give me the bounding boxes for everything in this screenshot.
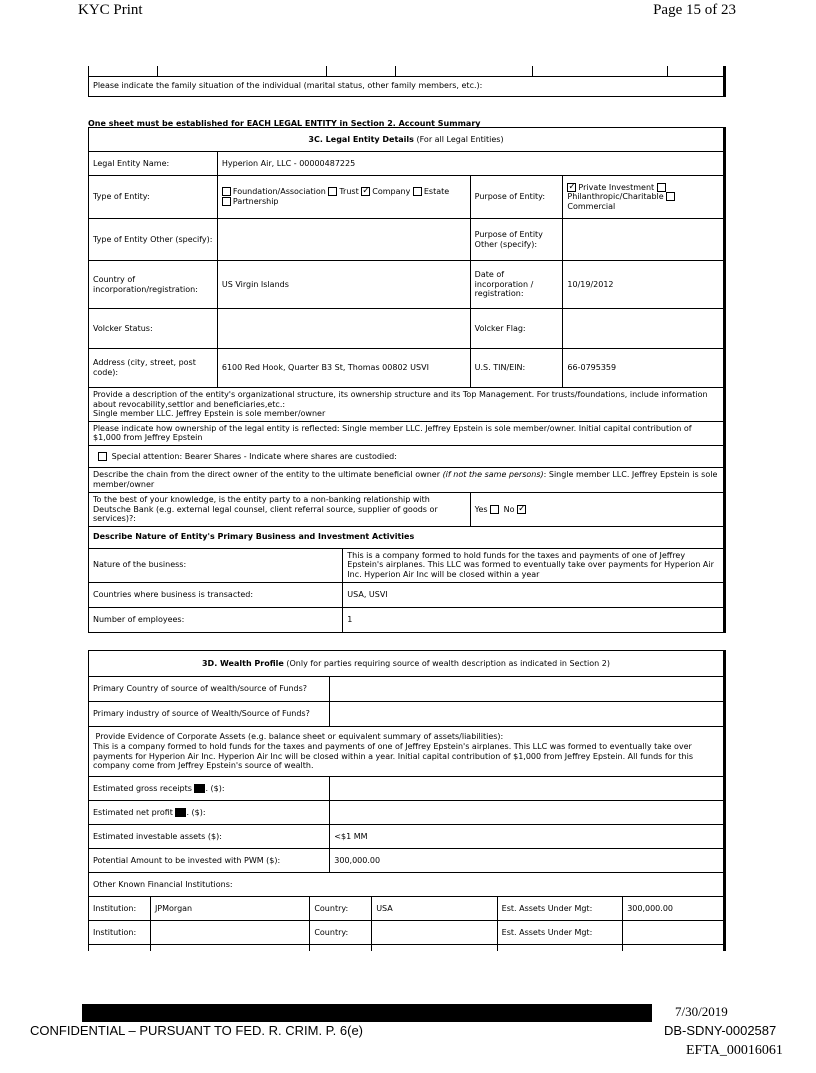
address-value: 6100 Red Hook, Quarter B3 St, Thomas 00802 USVI	[217, 349, 470, 388]
ownership-chain: Describe the chain from the direct owner of the entity to the ultimate beneficial owner (if not the same persons): Single member LLC. Jeffrey Epstein is sole member/owner	[89, 467, 725, 492]
volcker-status-value	[217, 309, 470, 349]
primary-industry-value	[330, 702, 725, 727]
no-checkbox[interactable]	[517, 505, 526, 514]
family-prompt: Please indicate the family situation of the individual (marital status, other family members, etc.):	[89, 76, 725, 96]
address-label: Address (city, street, post code):	[89, 349, 218, 388]
employees-label: Number of employees:	[89, 607, 343, 632]
employees-value: 1	[343, 607, 725, 632]
bearer-shares-checkbox[interactable]	[98, 452, 107, 461]
efta-number: EFTA_00016061	[686, 1043, 783, 1058]
nonbank-answer: Yes No ✓	[470, 492, 724, 526]
redaction-box	[194, 784, 205, 793]
partnership-checkbox[interactable]	[222, 197, 231, 206]
bates-number: DB-SDNY-0002587	[664, 1023, 777, 1038]
primary-country-value	[330, 677, 725, 702]
legal-entity-table	[88, 127, 726, 633]
tin-label: U.S. TIN/EIN:	[470, 349, 563, 388]
entity-name-label: Legal Entity Name:	[89, 152, 218, 176]
redaction-box	[175, 808, 186, 817]
country-value: US Virgin Islands	[217, 261, 470, 309]
investable-assets-value: <$1 MM	[330, 825, 725, 849]
nature-heading: Describe Nature of Entity's Primary Business and Investment Activities	[89, 526, 725, 548]
entity-type-options: Foundation/Association Trust ✓ Company Estate Partnership	[217, 176, 470, 219]
volcker-status-label: Volcker Status:	[89, 309, 218, 349]
bearer-shares-row: Special attention: Bearer Shares - Indicate where shares are custodied:	[89, 445, 725, 467]
tin-value: 66-0795359	[563, 349, 725, 388]
countries-label: Countries where business is transacted:	[89, 582, 343, 607]
philanthropic-checkbox[interactable]	[657, 183, 666, 192]
primary-industry-label: Primary industry of source of Wealth/Source of Funds?	[89, 702, 330, 727]
company-checkbox[interactable]	[361, 187, 370, 196]
purpose-other-value	[563, 219, 725, 261]
private-investment-checkbox[interactable]	[567, 183, 576, 192]
gross-receipts-value	[330, 777, 725, 801]
volcker-flag-value	[563, 309, 725, 349]
date-label: Date of incorporation / registration:	[470, 261, 563, 309]
footer-redaction-bar	[82, 1004, 652, 1022]
confidential-notice: CONFIDENTIAL – PURSUANT TO FED. R. CRIM. P. 6(e)	[30, 1023, 364, 1038]
institution-row: Institution: JPMorgan Country: USA Est. Assets Under Mgt: 300,000.00	[89, 897, 725, 921]
gross-receipts-label: Estimated gross receipts . ($):	[89, 777, 330, 801]
institution-row: Institution: Country: Est. Assets Under Mgt:	[89, 921, 725, 945]
potential-amount-label: Potential Amount to be invested with PWM ($):	[89, 849, 330, 873]
section-3d-title: 3D. Wealth Profile (Only for parties requiring source of wealth description as indicated in Section 2)	[89, 651, 725, 677]
date-value: 10/19/2012	[563, 261, 725, 309]
trust-checkbox[interactable]	[328, 187, 337, 196]
nature-label: Nature of the business:	[89, 548, 343, 582]
volcker-flag-label: Volcker Flag:	[470, 309, 563, 349]
structure-description: Provide a description of the entity's organizational structure, its ownership structure and its Top Management. For trusts/foundations, include information about revocability,settlor and beneficiaries,etc.: Single member LLC. Jeffrey Epstein is sole member/owner	[89, 388, 725, 422]
purpose-options: ✓Private Investment Philanthropic/Charitable Commercial	[563, 176, 725, 219]
countries-value: USA, USVI	[343, 582, 725, 607]
type-other-value	[217, 219, 470, 261]
country-label: Country of incorporation/registration:	[89, 261, 218, 309]
investable-assets-label: Estimated investable assets ($):	[89, 825, 330, 849]
net-profit-value	[330, 801, 725, 825]
page-number: Page 15 of 23	[653, 2, 736, 18]
purpose-other-label: Purpose of Entity Other (specify):	[470, 219, 563, 261]
primary-country-label: Primary Country of source of wealth/source of Funds?	[89, 677, 330, 702]
potential-amount-value: 300,000.00	[330, 849, 725, 873]
family-table	[88, 66, 726, 97]
other-institutions-label: Other Known Financial Institutions:	[89, 873, 725, 897]
footer-date: 7/30/2019	[675, 1004, 728, 1019]
entity-type-label: Type of Entity:	[89, 176, 218, 219]
corporate-assets-evidence: Provide Evidence of Corporate Assets (e.g. balance sheet or equivalent summary of assets/liabilities): This is a company formed to hold funds for the taxes and payments of one of Jeffrey Epstein's airplanes. This LLC was formed to eventually take over payments for Hyperion Air Inc. Hyperion Air Inc will be closed within a year. Initial capital contribution of $1,000 from Jeffrey Epstein. All funds for this company come from Jeffrey Epstein's source of wealth.	[89, 727, 725, 777]
foundation-checkbox[interactable]	[222, 187, 231, 196]
estate-checkbox[interactable]	[413, 187, 422, 196]
page-header-title: KYC Print	[78, 2, 143, 18]
nonbank-prompt: To the best of your knowledge, is the entity party to a non-banking relationship with Deutsche Bank (e.g. external legal counsel, client referral source, supplier of goods or services)?:	[89, 492, 471, 526]
nature-value: This is a company formed to hold funds for the taxes and payments of one of Jeffrey Epstein's airplanes. This LLC was formed to eventually take over payments for Hyperion Air Inc. Hyperion Air Inc will be closed within a year	[343, 548, 725, 582]
type-other-label: Type of Entity Other (specify):	[89, 219, 218, 261]
yes-checkbox[interactable]	[490, 505, 499, 514]
net-profit-label: Estimated net profit . ($):	[89, 801, 330, 825]
entity-name-value: Hyperion Air, LLC - 00000487225	[217, 152, 724, 176]
legal-entity-note: One sheet must be established for EACH LEGAL ENTITY in Section 2. Account Summary	[88, 119, 481, 128]
commercial-checkbox[interactable]	[666, 192, 675, 201]
purpose-label: Purpose of Entity:	[470, 176, 563, 219]
ownership-text: Please indicate how ownership of the legal entity is reflected: Single member LLC. Jeffrey Epstein is sole member/owner. Initial capital contribution of $1,000 from Jeffrey Epstein	[89, 421, 725, 445]
wealth-profile-table	[88, 650, 726, 951]
section-3c-title: 3C. Legal Entity Details (For all Legal Entities)	[89, 128, 725, 152]
